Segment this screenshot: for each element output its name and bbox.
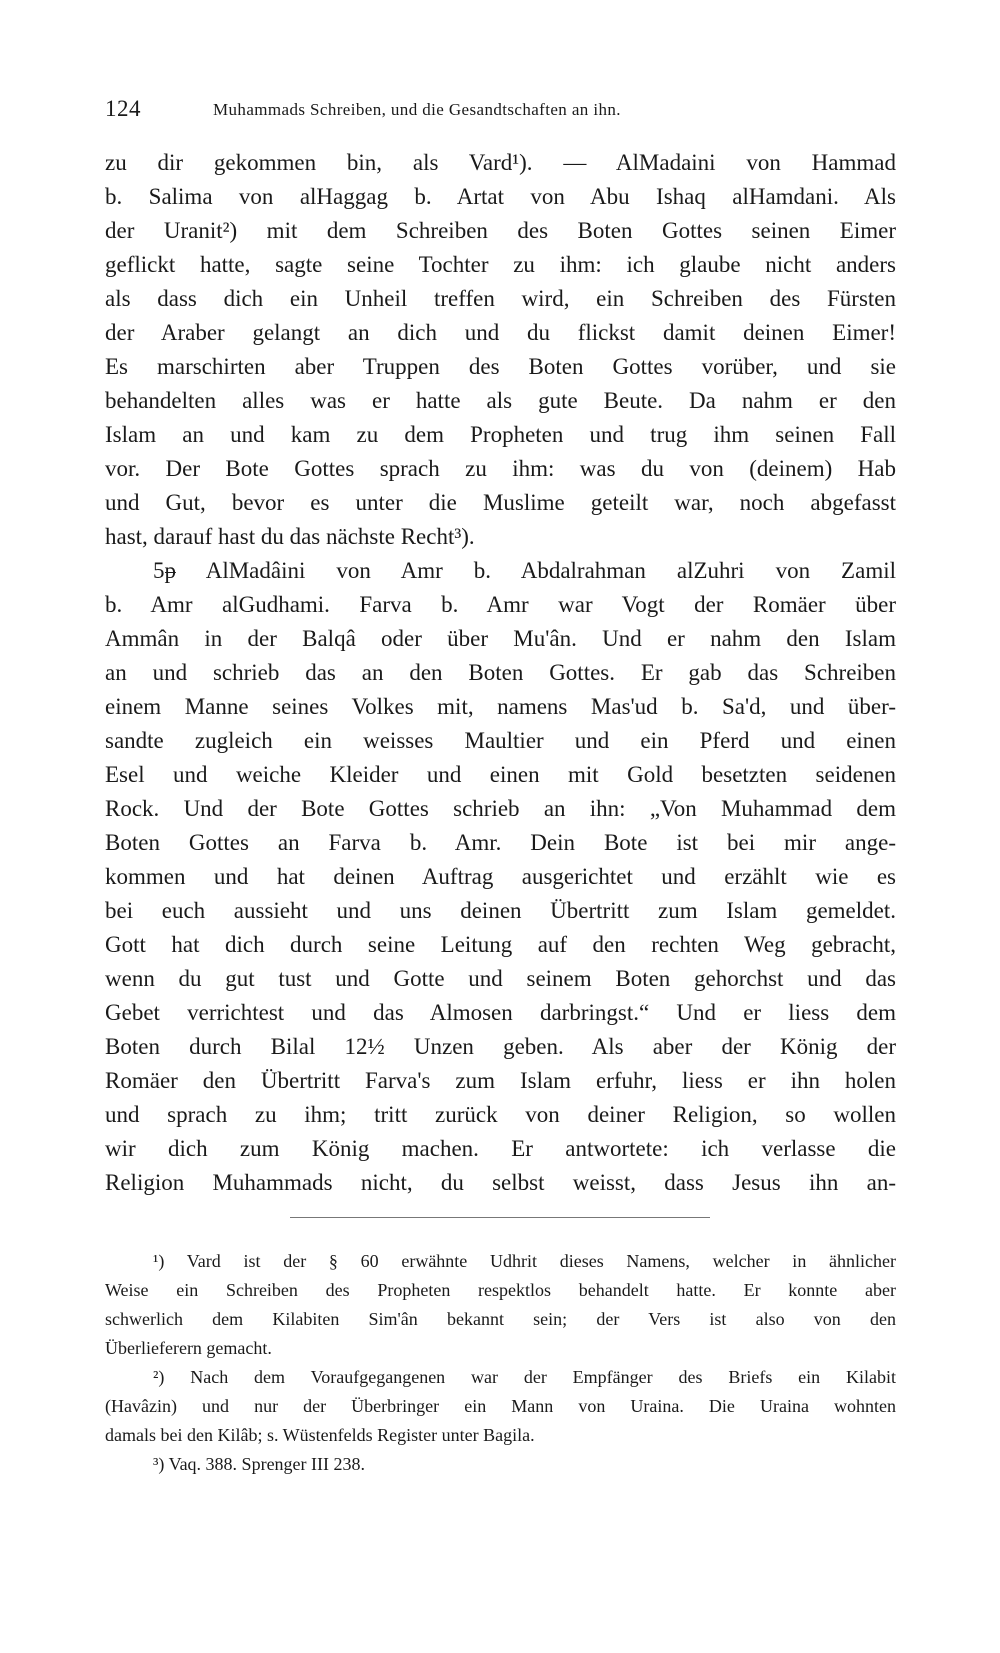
text-line: und sprach zu ihm; tritt zurück von deiner Religion, so wollen <box>105 1102 896 1127</box>
footnote-1-line: Weise ein Schreiben des Propheten respektlos behandelt hatte. Er konnte aber <box>105 1280 896 1300</box>
text-line: Gebet verrichtest und das Almosen darbringst.“ Und er liess dem <box>105 1000 896 1025</box>
text-line: der Uranit²) mit dem Schreiben des Boten Gottes seinen Eimer <box>105 218 896 243</box>
footnotes <box>105 1247 896 1479</box>
text-line: Ammân in der Balqâ oder über Mu'ân. Und er nahm den Islam <box>105 626 896 651</box>
text-line: Romäer den Übertritt Farva's zum Islam erfuhr, liess er ihn holen <box>105 1068 896 1093</box>
text-line: und Gut, bevor es unter die Muslime geteilt war, noch abgefasst <box>105 490 896 515</box>
footnote-divider <box>290 1217 710 1218</box>
text-line: hast, darauf hast du das nächste Recht³). <box>105 524 475 549</box>
text-line: wenn du gut tust und Gotte und seinem Boten gehorchst und das <box>105 966 896 991</box>
text-line: an und schrieb das an den Boten Gottes. Er gab das Schreiben <box>105 660 896 685</box>
footnote-1-line: ¹) Vard ist der § 60 erwähnte Udhrit dieses Namens, welcher in ähnlicher <box>153 1251 896 1271</box>
main-text <box>105 146 896 1200</box>
text-line: zu dir gekommen bin, als Vard¹). — AlMadaini von Hammad <box>105 150 896 175</box>
text-line: Religion Muhammads nicht, du selbst weisst, dass Jesus ihn an- <box>105 1170 896 1195</box>
text-line: der Araber gelangt an dich und du flickst damit deinen Eimer! <box>105 320 896 345</box>
text-line: Islam an und kam zu dem Propheten und trug ihm seinen Fall <box>105 422 896 447</box>
text-line: b. Amr alGudhami. Farva b. Amr war Vogt der Romäer über <box>105 592 896 617</box>
text-line: Es marschirten aber Truppen des Boten Gottes vorüber, und sie <box>105 354 896 379</box>
text-line: bei euch aussieht und uns deinen Übertritt zum Islam gemeldet. <box>105 898 896 923</box>
text-line: Rock. Und der Bote Gottes schrieb an ihn: „Von Muhammad dem <box>105 796 896 821</box>
text-line: geflickt hatte, sagte seine Tochter zu ihm: ich glaube nicht anders <box>105 252 896 277</box>
footnote-1-line: Überlieferern gemacht. <box>105 1338 272 1358</box>
text-line: Esel und weiche Kleider und einen mit Gold besetzten seidenen <box>105 762 896 787</box>
text-line: wir dich zum König machen. Er antwortete: ich verlasse die <box>105 1136 896 1161</box>
page-number: 124 <box>105 96 141 121</box>
text-line: als dass dich ein Unheil treffen wird, ein Schreiben des Fürsten <box>105 286 896 311</box>
footnote-2-line: ²) Nach dem Voraufgegangenen war der Empfänger des Briefs ein Kilabit <box>153 1367 896 1387</box>
text-line: vor. Der Bote Gottes sprach zu ihm: was du von (deinem) Hab <box>105 456 896 481</box>
text-line: sandte zugleich ein weisses Maultier und ein Pferd und einen <box>105 728 896 753</box>
footnote-3-line: ³) Vaq. 388. Sprenger III 238. <box>153 1454 366 1474</box>
footnote-2-line: (Havâzin) und nur der Überbringer ein Mann von Uraina. Die Uraina wohnten <box>105 1396 896 1416</box>
text-line: Boten durch Bilal 12½ Unzen geben. Als aber der König der <box>105 1034 896 1059</box>
paragraph-start-line: 5ᵽ AlMadâini von Amr b. Abdalrahman alZuhri von Zamil <box>153 558 896 583</box>
text-line: behandelten alles was er hatte als gute Beute. Da nahm er den <box>105 388 896 413</box>
text-line: einem Manne seines Volkes mit, namens Mas'ud b. Sa'd, und über- <box>105 694 896 719</box>
running-head: Muhammads Schreiben, und die Gesandtschaften an ihn. <box>213 100 621 119</box>
footnote-2-line: damals bei den Kilâb; s. Wüstenfelds Register unter Bagila. <box>105 1425 535 1445</box>
text-line: kommen und hat deinen Auftrag ausgerichtet und erzählt wie es <box>105 864 896 889</box>
footnote-1-line: schwerlich dem Kilabiten Sim'ân bekannt sein; der Vers ist also von den <box>105 1309 896 1329</box>
text-line: Boten Gottes an Farva b. Amr. Dein Bote ist bei mir ange- <box>105 830 896 855</box>
text-line: b. Salima von alHaggag b. Artat von Abu Ishaq alHamdani. Als <box>105 184 896 209</box>
text-line: Gott hat dich durch seine Leitung auf den rechten Weg gebracht, <box>105 932 896 957</box>
page-header <box>105 96 895 136</box>
